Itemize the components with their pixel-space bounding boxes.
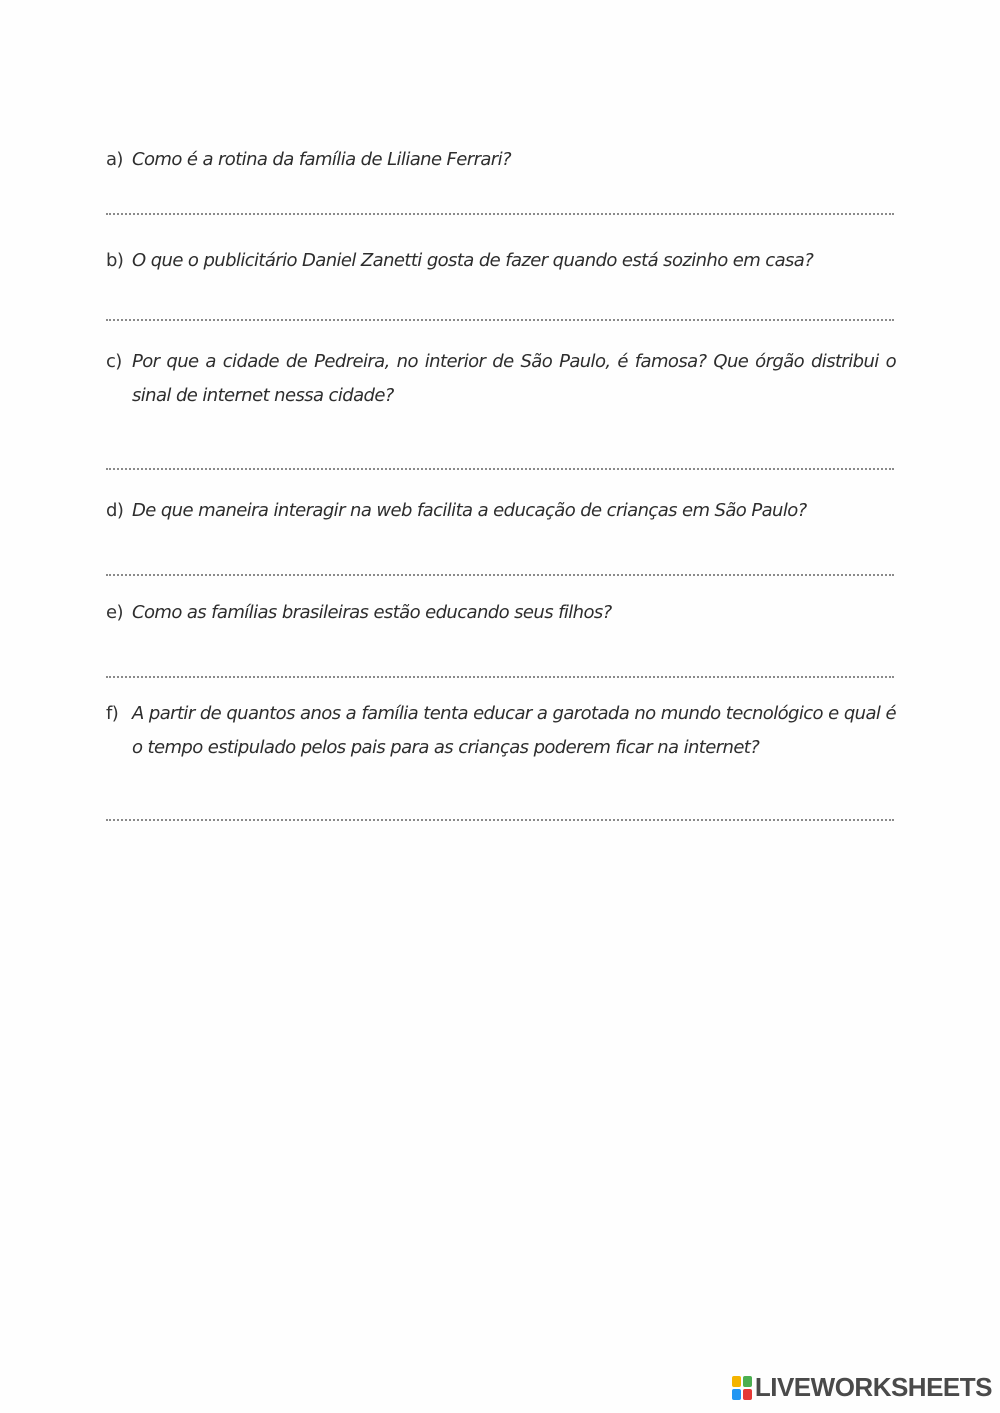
answer-line-b[interactable] (106, 319, 894, 321)
liveworksheets-logo (732, 1372, 992, 1403)
question-b (106, 244, 896, 278)
question-letter: c) (106, 351, 122, 372)
brand-grid-icon (732, 1376, 752, 1400)
question-c (106, 345, 896, 413)
question-e (106, 596, 896, 630)
logo-square (743, 1376, 752, 1387)
answer-line-f[interactable] (106, 819, 894, 821)
question-d (106, 494, 896, 528)
answer-line-a[interactable] (106, 213, 894, 215)
brand-name: LIVEWORKSHEETS (754, 1372, 992, 1402)
question-letter: e) (106, 602, 123, 623)
answer-line-c[interactable] (106, 468, 894, 470)
question-text: O que o publicitário Daniel Zanetti gosta de fazer quando está sozinho em casa? (132, 250, 814, 271)
question-letter: f) (106, 703, 119, 724)
logo-square (732, 1389, 741, 1400)
question-a (106, 143, 896, 177)
question-text: Como é a rotina da família de Liliane Ferrari? (132, 149, 511, 170)
question-text: A partir de quantos anos a família tenta educar a garotada no mundo tecnológico e qual é o tempo estipulado pelos pais para as crianças poderem ficar na internet? (132, 703, 896, 758)
question-letter: a) (106, 149, 123, 170)
question-text: Por que a cidade de Pedreira, no interior de São Paulo, é famosa? Que órgão distribui o sinal de internet nessa cidade? (132, 351, 896, 406)
logo-square (743, 1389, 752, 1400)
question-letter: b) (106, 250, 124, 271)
answer-line-e[interactable] (106, 676, 894, 678)
logo-square (732, 1376, 741, 1387)
question-text: De que maneira interagir na web facilita a educação de crianças em São Paulo? (132, 500, 807, 521)
question-f (106, 697, 896, 765)
question-letter: d) (106, 500, 124, 521)
answer-line-d[interactable] (106, 574, 894, 576)
question-text: Como as famílias brasileiras estão educando seus filhos? (132, 602, 612, 623)
